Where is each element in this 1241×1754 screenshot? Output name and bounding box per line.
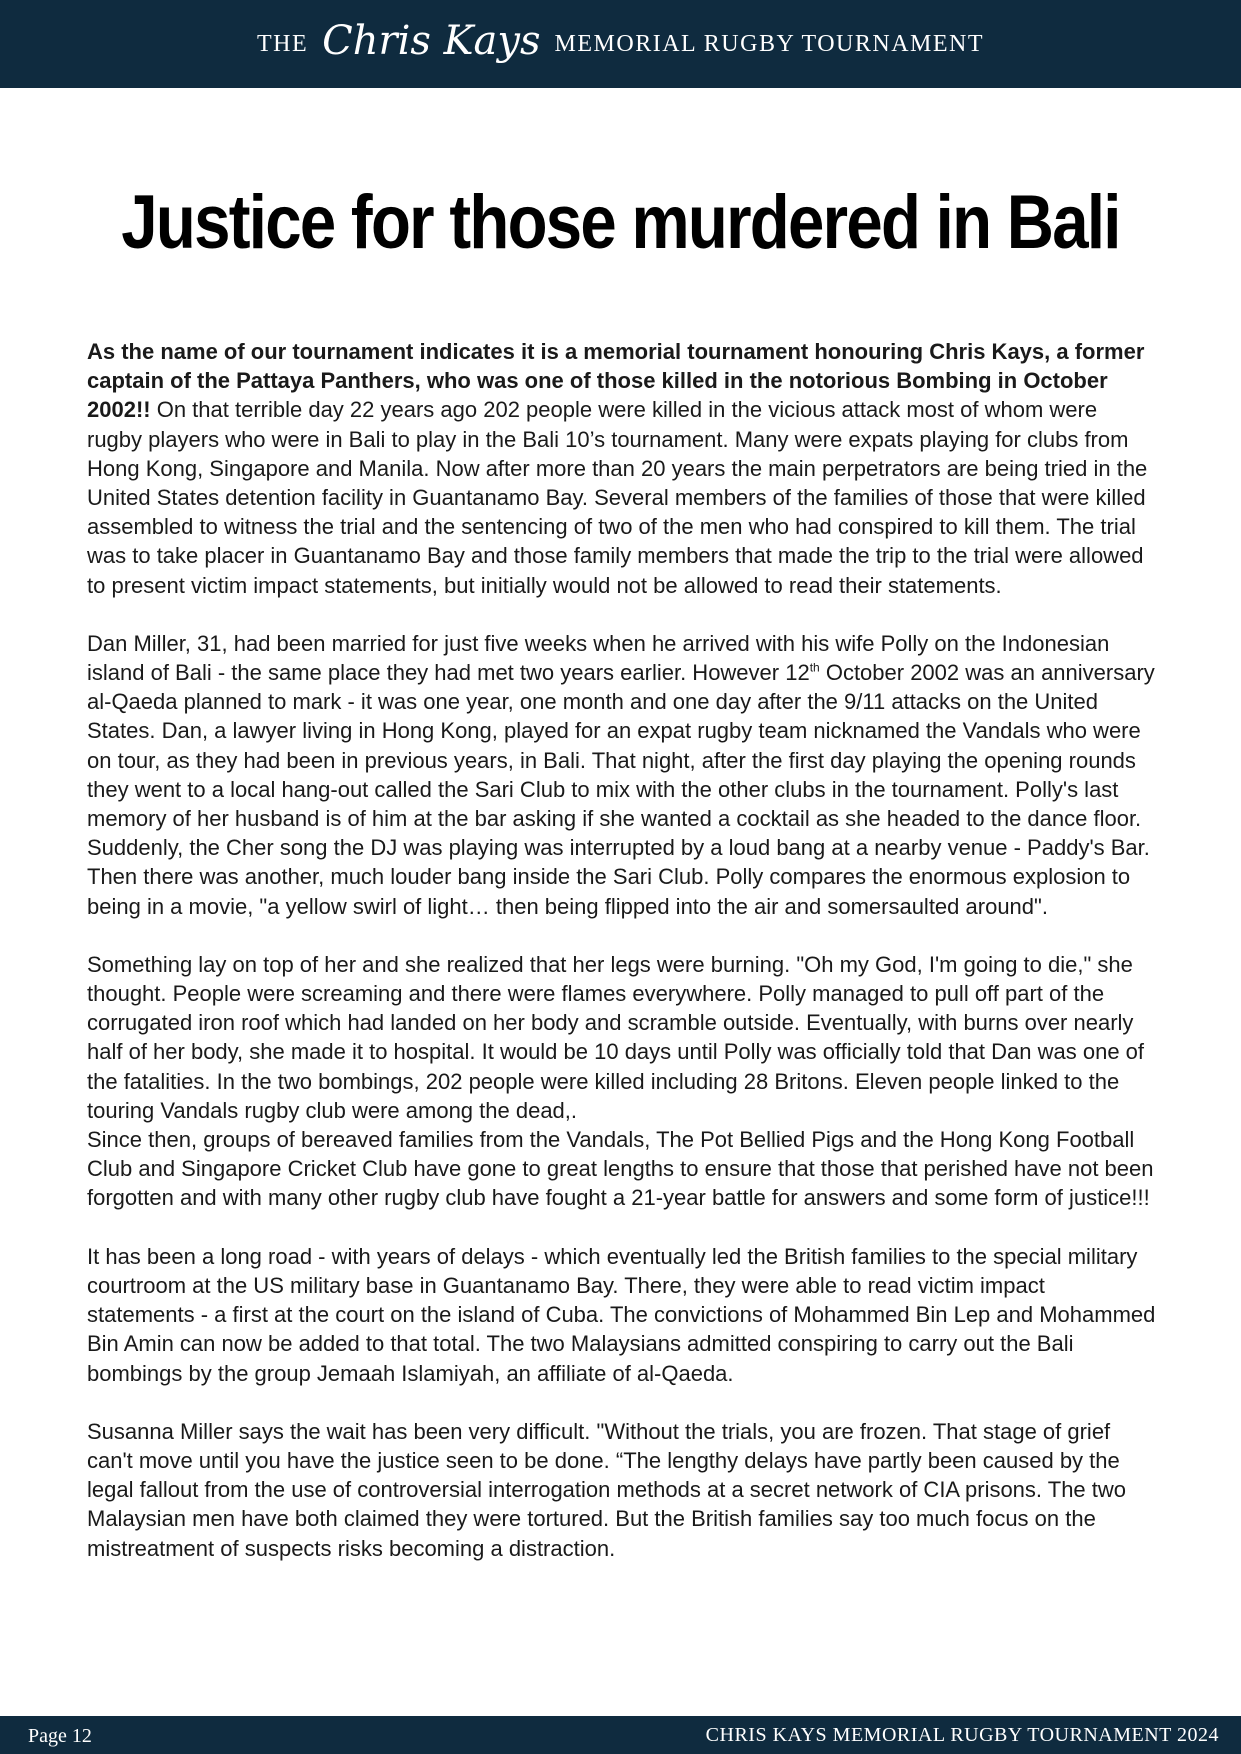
header-suffix: MEMORIAL RUGBY TOURNAMENT: [554, 30, 985, 57]
paragraph-3: [87, 950, 1157, 1213]
paragraph-4: It has been a long road - with years of delays - which eventually led the British families to the special military courtroom at the US military base in Guantanamo Bay. There, they were able to read victim impact statements - a first at the court on the island of Cuba. The convictions of Mohammed Bin Lep and Mohammed Bin Amin can now be added to that total. The two Malaysians admitted conspiring to carry out the Bali bombings by the group Jemaah Islamiyah, an affiliate of al-Qaeda.: [87, 1243, 1156, 1386]
paragraph-2-part-b: October 2002 was an anniversary al-Qaeda planned to mark - it was one year, one month and one day after the 9/11 attacks on the United States. Dan, a lawyer living in Hong Kong, played for an expat rugby team nicknamed the Vandals who were on tour, as they had been in previous years, in Bali. That night, after the first day playing the opening rounds they went to a local hang-out called the Sari Club to mix with the other clubs in the tournament. Polly's last memory of her husband is of him at the bar asking if she wanted a cocktail as she headed to the dance floor. Suddenly, the Cher song the DJ was playing was interrupted by a loud bang at a nearby venue - Paddy's Bar. Then there was another, much louder bang inside the Sari Club. Polly compares the enormous explosion to being in a movie, "a yellow swirl of light… then being flipped into the air and somersaulted around".: [87, 660, 1155, 919]
paragraph-3-part-a: Something lay on top of her and she realized that her legs were burning. "Oh my God, I'm going to die," she thought. People were screaming and there were flames everywhere. Polly managed to pull off part of the corrugated iron roof which had landed on her body and scramble outside. Eventually, with burns over nearly half of her body, she made it to hospital. It would be 10 days until Polly was officially told that Dan was one of the fatalities. In the two bombings, 202 people were killed including 28 Britons. Eleven people linked to the touring Vandals rugby club were among the dead,.: [87, 951, 1145, 1123]
paragraph-5: Susanna Miller says the wait has been very difficult. "Without the trials, you are frozen. That stage of grief can't move until you have the justice seen to be done. “The lengthy delays have partly been caused by the legal fallout from the use of controversial interrogation methods at a secret network of CIA prisons. The two Malaysian men have both claimed they were tortured. But the British families say too much focus on the mistreatment of suspects risks becoming a distraction.: [87, 1418, 1127, 1561]
paragraph-1-lead: As the name of our tournament indicates it is a memorial tournament honouring Chris Kays, a former captain of the Pattaya Panthers, who was one of those killed in the notorious Bombing in October 2002!!: [87, 339, 1145, 423]
paragraph-2-part-a: Dan Miller, 31, had been married for just five weeks when he arrived with his wife Polly on the Indonesian island of Bali - the same place they had met two years earlier. However 12: [87, 630, 1110, 686]
page-number: Page 12: [28, 1725, 92, 1747]
header-script-name: Chris Kays: [322, 18, 541, 64]
paragraph-3-part-b: Since then, groups of bereaved families from the Vandals, The Pot Bellied Pigs and the Hong Kong Football Club and Singapore Cricket Club have gone to great lengths to ensure that those that perished have not been forgotten and with many other rugby club have fought a 21-year battle for answers and some form of justice!!!: [87, 1127, 1154, 1211]
paragraph-1: [87, 337, 1157, 600]
paragraph-2: [87, 629, 1157, 921]
header-prefix: THE: [256, 30, 309, 57]
header-band: [0, 0, 1241, 88]
article-body: [87, 337, 1157, 1592]
ordinal-superscript: th: [809, 660, 820, 675]
paragraph-1-body: On that terrible day 22 years ago 202 people were killed in the vicious attack most of whom were rugby players who were in Bali to play in the Bali 10’s tournament. Many were expats playing for clubs from Hong Kong, Singapore and Manila. Now after more than 20 years the main perpetrators are being tried in the United States detention facility in Guantanamo Bay. Several members of the families of those that were killed assembled to witness the trial and the sentencing of two of the men who had conspired to kill them. The trial was to take placer in Guantanamo Bay and those family members that made the trip to the trial were allowed to present victim impact statements, but initially would not be allowed to read their statements.: [87, 397, 1148, 598]
article-title: Justice for those murdered in Bali: [121, 180, 1120, 265]
footer-band: [0, 1716, 1241, 1754]
footer-title: CHRIS KAYS MEMORIAL RUGBY TOURNAMENT 2024: [705, 1724, 1219, 1746]
